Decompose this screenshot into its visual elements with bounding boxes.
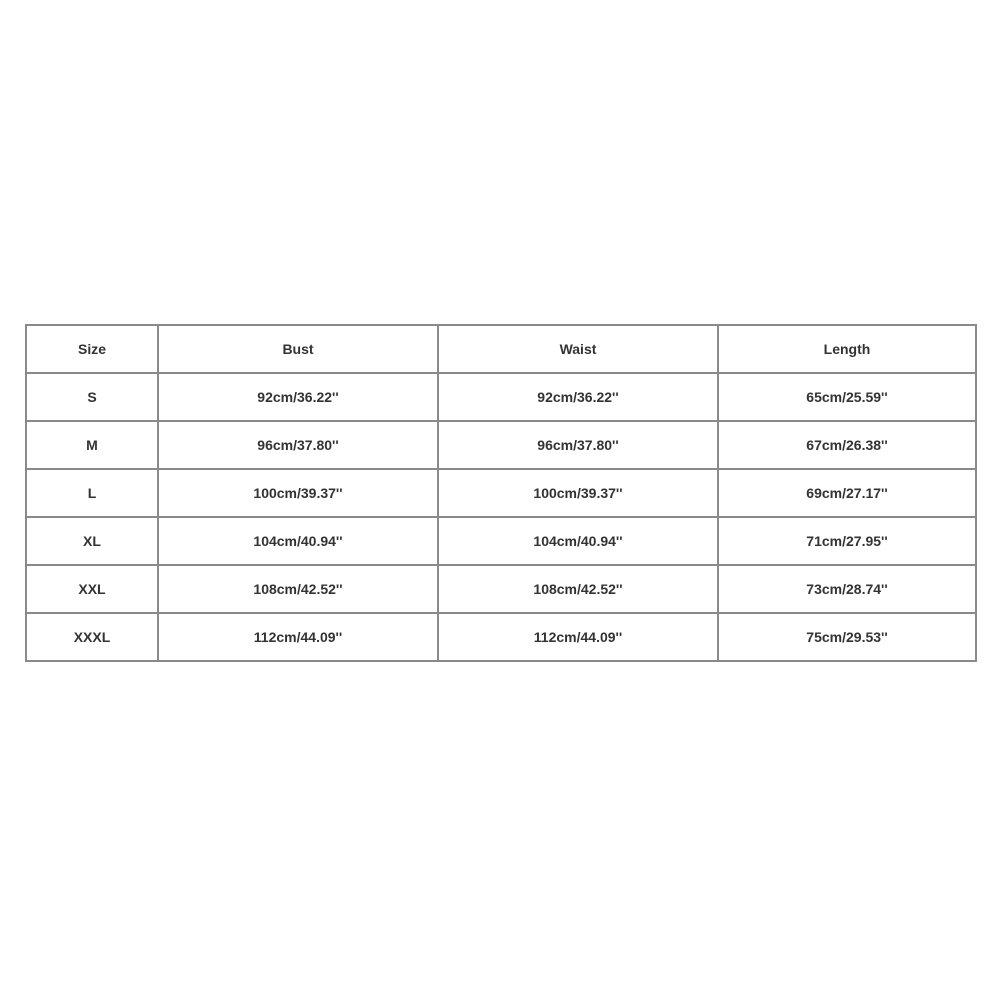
header-length: Length <box>718 325 976 373</box>
header-size: Size <box>26 325 158 373</box>
table-header-row <box>26 325 976 373</box>
cell-size: XXL <box>26 565 158 613</box>
cell-bust: 100cm/39.37'' <box>158 469 438 517</box>
cell-length: 75cm/29.53'' <box>718 613 976 661</box>
cell-length: 67cm/26.38'' <box>718 421 976 469</box>
cell-size: XXXL <box>26 613 158 661</box>
cell-waist: 104cm/40.94'' <box>438 517 718 565</box>
cell-bust: 92cm/36.22'' <box>158 373 438 421</box>
cell-waist: 108cm/42.52'' <box>438 565 718 613</box>
cell-size: XL <box>26 517 158 565</box>
cell-size: L <box>26 469 158 517</box>
cell-length: 73cm/28.74'' <box>718 565 976 613</box>
cell-size: S <box>26 373 158 421</box>
header-waist: Waist <box>438 325 718 373</box>
cell-waist: 112cm/44.09'' <box>438 613 718 661</box>
cell-length: 69cm/27.17'' <box>718 469 976 517</box>
cell-bust: 96cm/37.80'' <box>158 421 438 469</box>
cell-bust: 112cm/44.09'' <box>158 613 438 661</box>
table-row <box>26 565 976 613</box>
cell-length: 65cm/25.59'' <box>718 373 976 421</box>
table-row <box>26 517 976 565</box>
table-row <box>26 421 976 469</box>
table-row <box>26 373 976 421</box>
cell-waist: 100cm/39.37'' <box>438 469 718 517</box>
header-bust: Bust <box>158 325 438 373</box>
size-chart-table <box>25 324 977 662</box>
cell-bust: 108cm/42.52'' <box>158 565 438 613</box>
table-row <box>26 613 976 661</box>
table-row <box>26 469 976 517</box>
cell-size: M <box>26 421 158 469</box>
cell-length: 71cm/27.95'' <box>718 517 976 565</box>
cell-waist: 96cm/37.80'' <box>438 421 718 469</box>
cell-bust: 104cm/40.94'' <box>158 517 438 565</box>
cell-waist: 92cm/36.22'' <box>438 373 718 421</box>
